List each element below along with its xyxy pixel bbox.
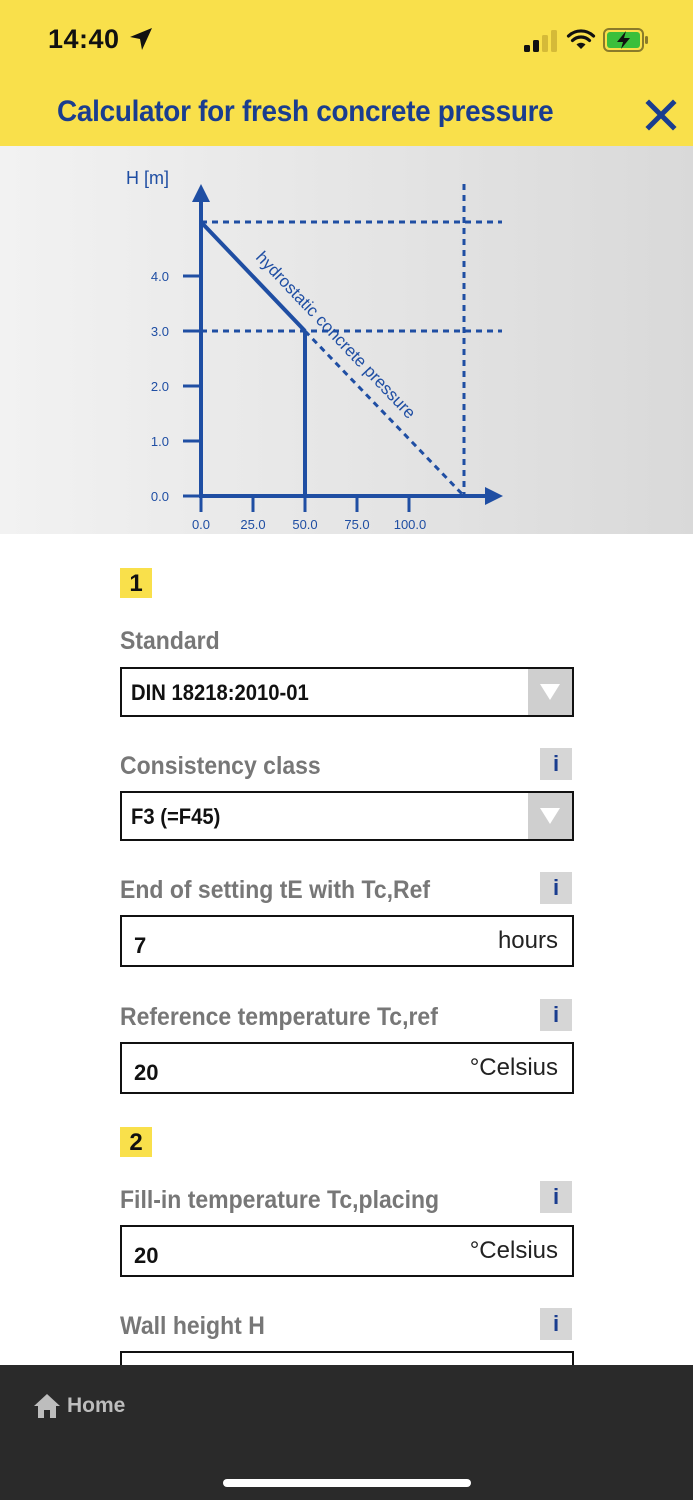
home-icon[interactable] <box>33 1393 61 1419</box>
reference-temperature-label: Reference temperature Tc,ref <box>120 1003 438 1031</box>
x-tick-label: 50.0 <box>292 517 318 532</box>
fillin-temperature-unit: °Celsius <box>469 1237 558 1264</box>
wall-height-label: Wall height H <box>120 1312 265 1340</box>
step-badge-2: 2 <box>120 1127 152 1157</box>
y-axis-arrow <box>192 184 210 202</box>
setting-time-input[interactable] <box>120 915 574 967</box>
y-tick-label: 2.0 <box>150 379 169 394</box>
standard-value: DIN 18218:2010-01 <box>131 680 309 705</box>
reference-temperature-input[interactable] <box>120 1042 574 1094</box>
cellular-signal-icon <box>524 30 558 52</box>
x-tick-marks <box>201 496 409 512</box>
reference-temperature-unit: °Celsius <box>469 1054 558 1081</box>
status-time: 14:40 <box>48 24 120 54</box>
fillin-temperature-label: Fill-in temperature Tc,placing <box>120 1186 440 1214</box>
pressure-diagram-svg <box>0 146 693 534</box>
standard-dropdown-button[interactable] <box>528 669 572 715</box>
fillin-temperature-info-button[interactable]: i <box>540 1181 572 1213</box>
setting-time-value: 7 <box>134 933 147 958</box>
wall-height-info-button[interactable]: i <box>540 1308 572 1340</box>
step-badge-1: 1 <box>120 568 152 598</box>
x-tick-label: 0.0 <box>191 517 211 532</box>
dropdown-triangle-icon <box>539 807 561 825</box>
consistency-info-button[interactable]: i <box>540 748 572 780</box>
setting-time-info-button[interactable]: i <box>540 872 572 904</box>
reference-temperature-info-button[interactable]: i <box>540 999 572 1031</box>
consistency-label: Consistency class <box>120 752 321 780</box>
setting-time-unit: hours <box>497 927 558 954</box>
x-tick-label: 100.0 <box>393 517 427 532</box>
battery-charging-icon <box>603 28 649 52</box>
consistency-dropdown-button[interactable] <box>528 793 572 839</box>
standard-label: Standard <box>120 627 220 655</box>
y-tick-label: 0.0 <box>150 489 169 504</box>
x-tick-label: 75.0 <box>344 517 370 532</box>
y-tick-marks <box>183 276 201 496</box>
standard-select[interactable] <box>120 667 574 717</box>
x-tick-label: 25.0 <box>240 517 266 532</box>
wifi-icon <box>566 27 596 51</box>
consistency-value: F3 (=F45) <box>131 804 221 829</box>
y-axis-label: H [m] <box>126 168 169 188</box>
pressure-diagram <box>0 146 693 534</box>
hydrostatic-line-label: hydrostatic concrete pressure <box>252 247 420 423</box>
dropdown-triangle-icon <box>539 683 561 701</box>
y-tick-label: 1.0 <box>150 434 169 449</box>
consistency-select[interactable] <box>120 791 574 841</box>
top-bar <box>0 0 693 146</box>
fillin-temperature-value: 20 <box>134 1243 159 1268</box>
reference-temperature-value: 20 <box>134 1060 159 1085</box>
location-arrow-icon <box>128 26 154 52</box>
close-icon[interactable] <box>644 98 678 132</box>
fillin-temperature-input[interactable] <box>120 1225 574 1277</box>
page-title: Calculator for fresh concrete pressure <box>57 95 554 128</box>
home-button-label[interactable]: Home <box>67 1394 126 1417</box>
x-axis-arrow <box>485 487 503 505</box>
home-indicator[interactable] <box>223 1479 471 1487</box>
y-tick-label: 4.0 <box>150 269 169 284</box>
bottom-bar <box>0 1365 693 1500</box>
setting-time-label: End of setting tE with Tc,Ref <box>120 876 431 904</box>
y-tick-label: 3.0 <box>150 324 169 339</box>
